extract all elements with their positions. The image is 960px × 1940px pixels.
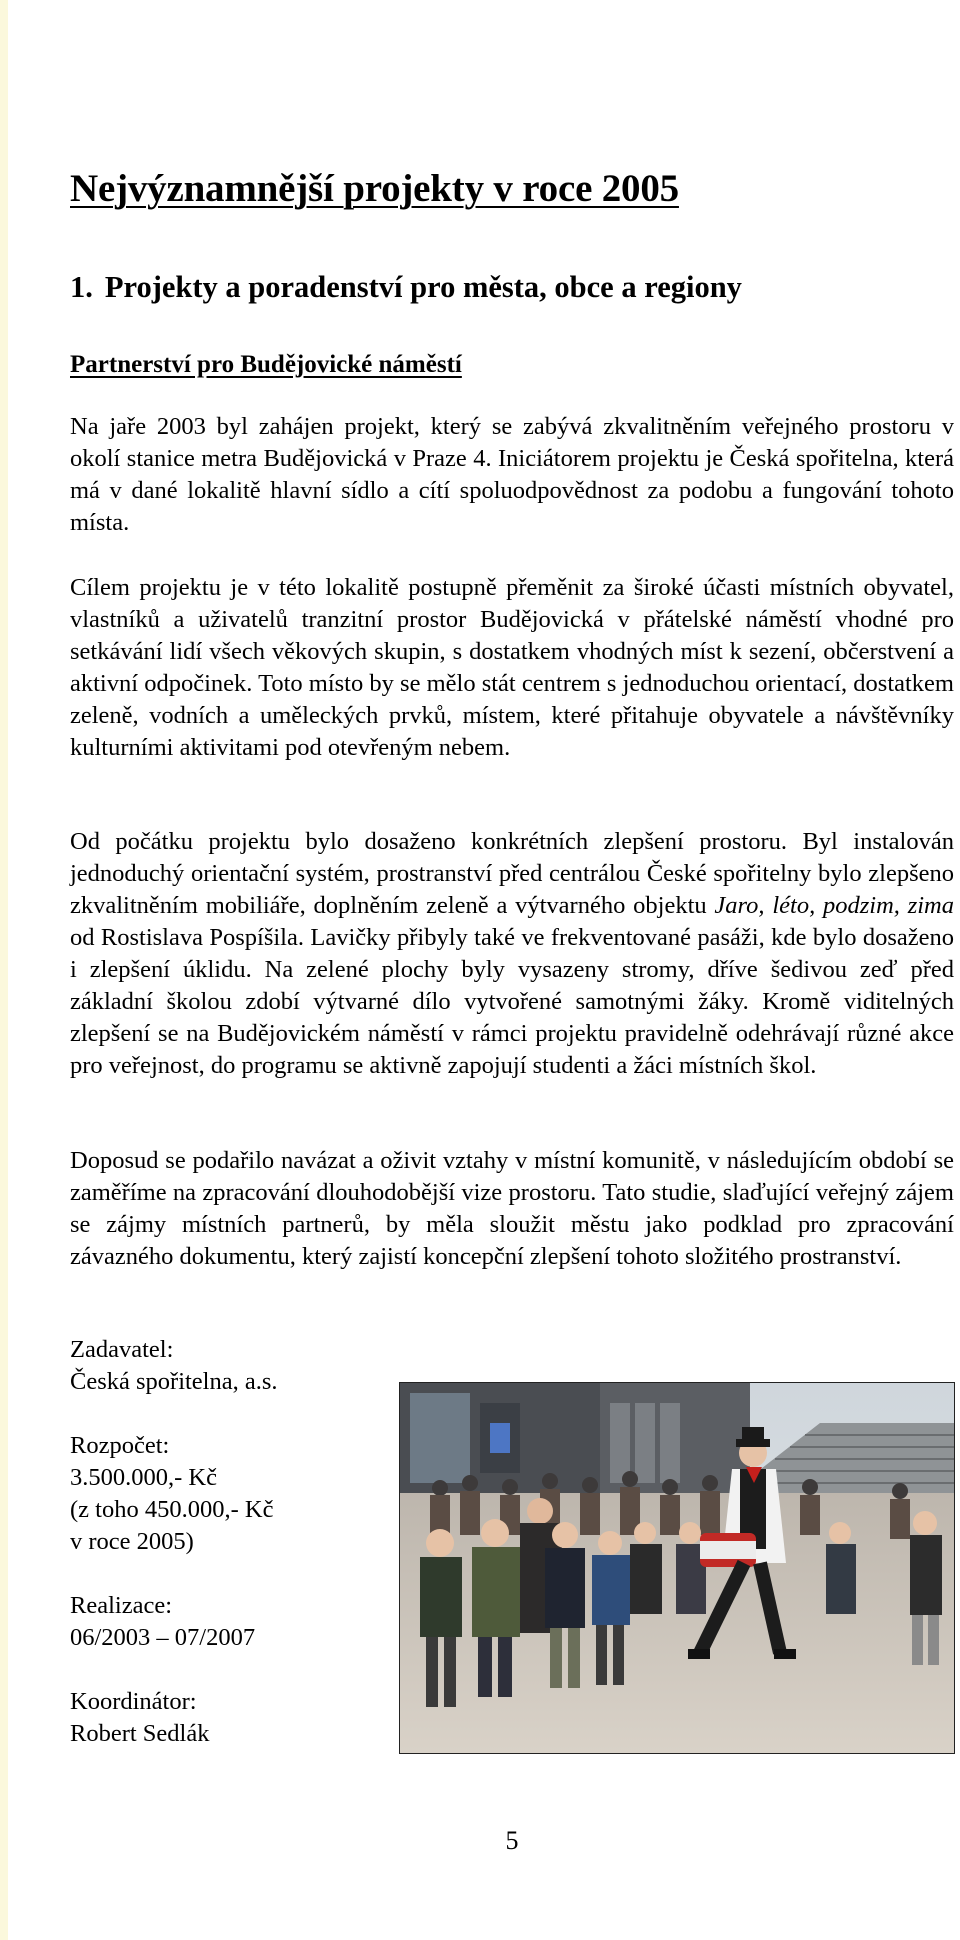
client-value: Česká spořitelna, a.s.	[70, 1368, 278, 1395]
project-title: Partnerství pro Budějovické náměstí	[70, 351, 462, 378]
section-title: Projekty a poradenství pro města, obce a regiony	[104, 270, 742, 304]
budget-label: Rozpočet:	[70, 1432, 170, 1459]
realization-label: Realizace:	[70, 1592, 173, 1619]
section-heading	[70, 270, 742, 305]
paragraph-progress	[70, 826, 954, 1082]
section-number: 1.	[70, 270, 93, 304]
event-photo	[399, 1382, 955, 1754]
info-client	[70, 1334, 390, 1398]
budget-note-line-2: v roce 2005)	[70, 1528, 194, 1555]
realization-value: 06/2003 – 07/2007	[70, 1624, 256, 1651]
page-edge-strip	[0, 0, 8, 1940]
budget-value: 3.500.000,- Kč	[70, 1464, 217, 1491]
coordinator-label: Koordinátor:	[70, 1688, 197, 1715]
info-budget	[70, 1430, 390, 1558]
event-photo-illustration	[400, 1383, 954, 1753]
info-realization	[70, 1590, 390, 1654]
paragraph-progress-part1: Od počátku projektu bylo dosaženo konkrétních zlepšení prostoru. Byl instalován jednoduchý orientační systém, prostranství před centrálou České spořitelny bylo zlepšeno zkvalitněním mobiliáře, doplněním zeleně a výtvarného objektu	[70, 828, 954, 919]
budget-note-line-1: (z toho 450.000,- Kč	[70, 1496, 274, 1523]
artwork-title: Jaro, léto, podzim, zima	[714, 892, 954, 919]
client-label: Zadavatel:	[70, 1336, 174, 1363]
paragraph-goal: Cílem projektu je v této lokalitě postupně přeměnit za široké účasti místních obyvatel, vlastníků a uživatelů tranzitní prostor Budějovická v přátelské náměstí vhodné pro setkávání lidí všech věkových skupin, s dostatkem vhodných míst k sezení, občerstvení a aktivní odpočinek. Toto místo by se mělo stát centrem s jednoduchou orientací, dostatkem zeleně, vodních a uměleckých prvků, místem, které přitahuje obyvatele a návštěvníky kulturními aktivitami pod otevřeným nebem.	[70, 574, 954, 761]
paragraph-intro: Na jaře 2003 byl zahájen projekt, který se zabývá zkvalitněním veřejného prostoru v okolí stanice metra Budějovická v Praze 4. Iniciátorem projektu je Česká spořitelna, která má v dané lokalitě hlavní sídlo a cítí spoluodpovědnost za podobu a fungování tohoto místa.	[70, 413, 954, 536]
paragraph-outlook: Doposud se podařilo navázat a oživit vztahy v místní komunitě, v následujícím období se zaměříme na zpracování dlouhodobější vize prostoru. Tato studie, slaďující veřejný zájem se zájmy místních partnerů, by měla sloužit městu jako podklad pro zpracování závazného dokumentu, který zajistí koncepční zlepšení tohoto složitého prostranství.	[70, 1147, 954, 1270]
info-coordinator	[70, 1686, 390, 1750]
coordinator-value: Robert Sedlák	[70, 1720, 210, 1747]
page-title: Nejvýznamnější projekty v roce 2005	[70, 167, 679, 210]
project-info	[70, 1334, 390, 1782]
paragraph-progress-part2: od Rostislava Pospíšila. Lavičky přibyly také ve frekventované pasáži, kde bylo dosaženo i zlepšení úklidu. Na zelené plochy byly vysazeny stromy, dříve šedivou zeď před základní školou zdobí výtvarné dílo vytvořené samotnými žáky. Kromě viditelných zlepšení se na Budějovickém náměstí v rámci projektu pravidelně odehrávají různé akce pro veřejnost, do programu se aktivně zapojují studenti a žáci místních škol.	[70, 924, 954, 1079]
page-number: 5	[505, 1826, 519, 1855]
